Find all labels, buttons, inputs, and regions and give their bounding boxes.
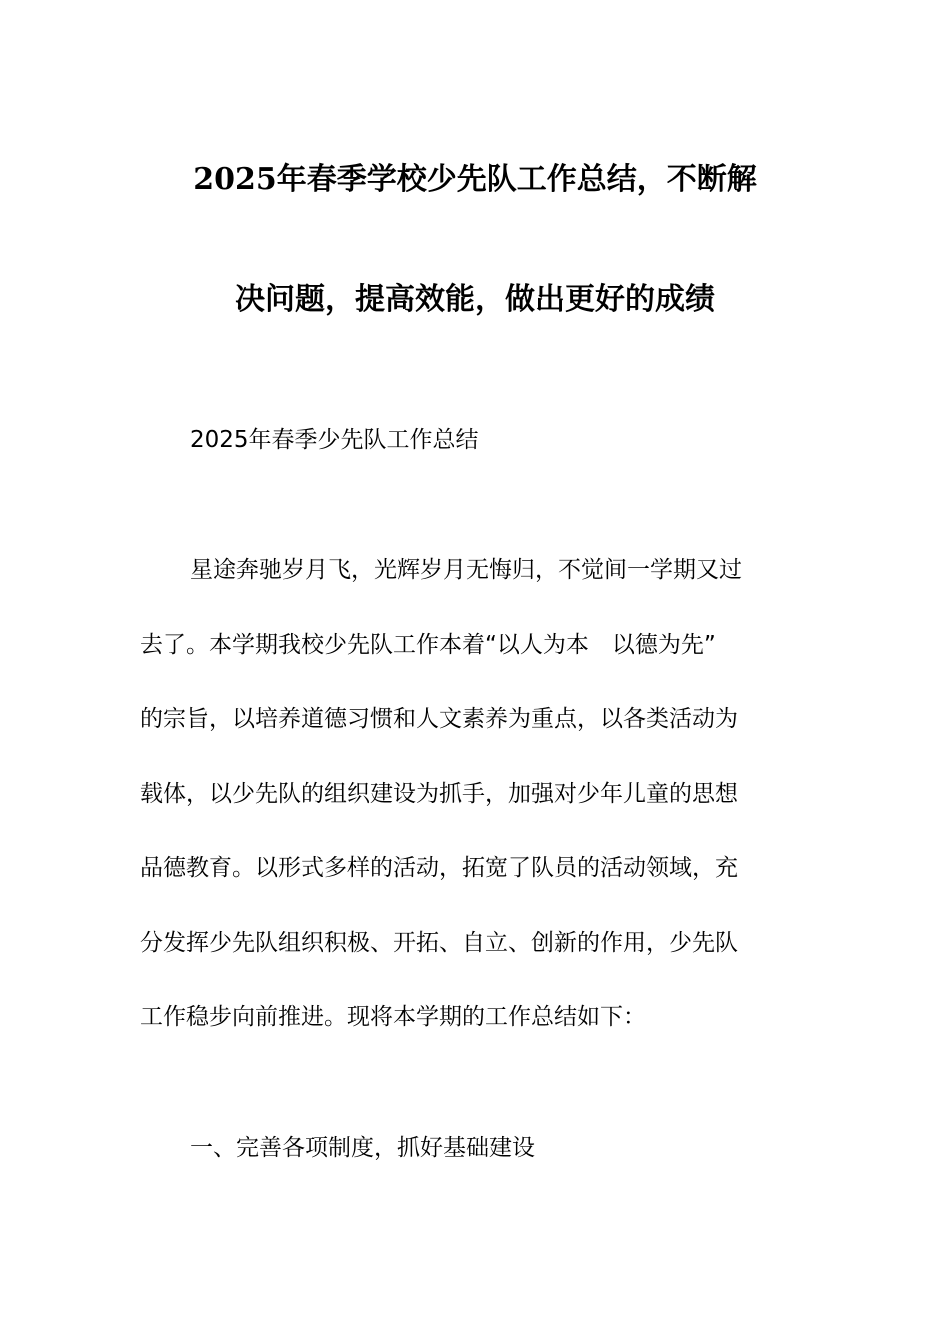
paragraph-line: 分发挥少先队组织积极、开拓、自立、创新的作用，少先队 xyxy=(140,929,738,956)
paragraph-line: 的宗旨，以培养道德习惯和人文素养为重点，以各类活动为 xyxy=(140,706,738,732)
paragraph-line: 载体，以少先队的组织建设为抓手，加强对少年儿童的思想 xyxy=(140,780,738,807)
section-heading: 一、完善各项制度，抓好基础建设 xyxy=(190,1135,535,1161)
paragraph-line: 星途奔驰岁月飞，光辉岁月无悔归，不觉间一学期又过 xyxy=(190,557,742,583)
document-title-line-2: 决问题，提高效能，做出更好的成绩 xyxy=(235,282,715,317)
document-title-line-1: 2025年春季学校少先队工作总结，不断解 xyxy=(193,162,757,197)
paragraph-line: 品德教育。以形式多样的活动，拓宽了队员的活动领域，充 xyxy=(140,855,738,881)
document-subtitle: 2025年春季少先队工作总结 xyxy=(190,427,479,453)
paragraph-line: 工作稳步向前推进。现将本学期的工作总结如下： xyxy=(140,1004,646,1030)
intro-paragraph xyxy=(140,550,812,1072)
paragraph-line: 去了。本学期我校少先队工作本着“以人为本 以德为先” xyxy=(140,631,716,658)
